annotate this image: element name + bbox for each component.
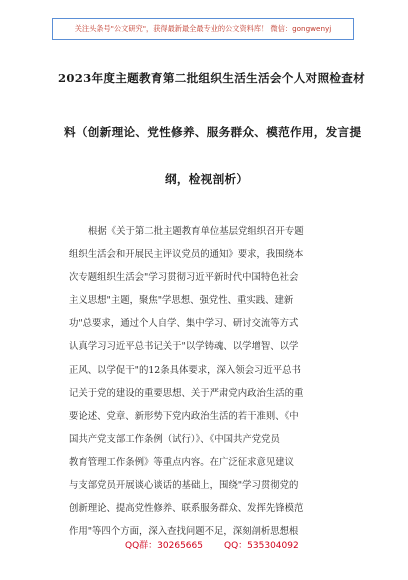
document-title-line-1: 2023年度主题教育第二批组织生活生活会个人对照检查材 <box>58 71 366 85</box>
header-notice-text: 关注头条号"公文研究"，获得最新最全最专业的公文资料库！ 微信：gongwenyj <box>74 24 332 33</box>
body-line: 国共产党支部工作条例（试行）》、《中国共产党党员 <box>69 433 280 445</box>
body-paragraph <box>69 220 351 543</box>
header-notice-box <box>52 18 354 40</box>
body-line: 创新理论、提高党性修养、联系服务群众、发挥先锋模范 <box>69 503 304 515</box>
body-line: 主义思想"主题，聚焦"学思想、强党性、重实践、建新 <box>69 295 294 307</box>
body-line: 功"总要求，通过个人自学、集中学习、研讨交流等方式 <box>69 318 299 330</box>
body-line: 根据《关于第二批主题教育单位基层党组织召开专题 <box>88 226 304 237</box>
document-title-line-3: 纲，检视剖析） <box>165 172 249 186</box>
body-line: 认真学习习近平总书记关于"以学铸魂、以学增智、以学 <box>69 341 299 353</box>
body-line: 要论述、党章、新形势下党内政治生活的若干准则、《中 <box>69 410 299 422</box>
body-line: 作用"等四个方面，深入查找问题不足，深刻剖析思想根 <box>69 526 299 538</box>
body-line: 记关于党的建设的重要思想、关于严肃党内政治生活的重 <box>69 387 304 399</box>
body-line: 教育管理工作条例》等重点内容。在广泛征求意见建议 <box>69 456 295 468</box>
body-line: 与支部党员开展谈心谈话的基础上，围绕"学习贯彻党的 <box>69 480 299 492</box>
body-line: 次专题组织生活会"学习贯彻习近平新时代中国特色社会 <box>69 272 299 284</box>
footer-qq-group: QQ群：30265665 <box>125 541 203 551</box>
document-title-line-2: 料（创新理论、党性修养、服务群众、模范作用，发言提 <box>64 125 362 139</box>
footer-qq-number: QQ：535304092 <box>224 541 299 551</box>
body-line: 正风、以学促干"的12条具体要求，深入领会习近平总书 <box>69 364 301 376</box>
body-line: 组织生活会和开展民主评议党员的通知》要求，我围绕本 <box>69 249 304 261</box>
